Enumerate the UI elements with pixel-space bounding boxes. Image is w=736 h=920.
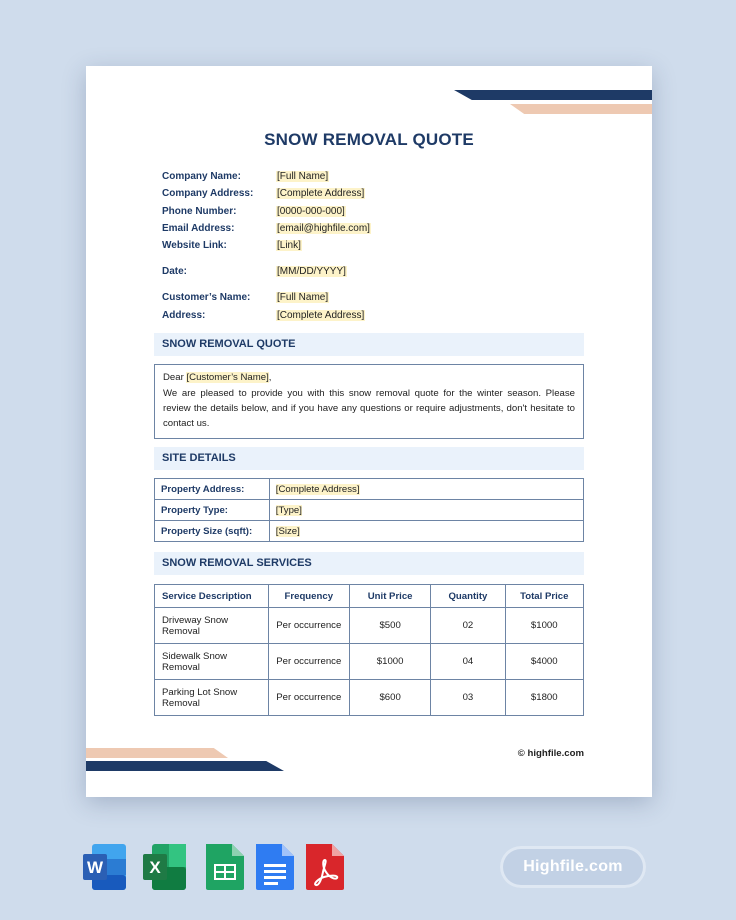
table-cell: 03 bbox=[431, 680, 505, 716]
table-cell: $4000 bbox=[505, 644, 583, 680]
table-row bbox=[155, 500, 584, 521]
greeting-suffix: , bbox=[268, 372, 272, 383]
docs-icon[interactable] bbox=[252, 842, 298, 892]
word-icon-letter: W bbox=[86, 858, 104, 877]
column-header: Frequency bbox=[268, 585, 349, 608]
info-value: [Link] bbox=[277, 240, 301, 251]
table-row bbox=[155, 680, 584, 716]
table-row bbox=[155, 479, 584, 500]
site-value: [Type] bbox=[275, 504, 302, 516]
column-header: Service Description bbox=[155, 585, 269, 608]
table-cell: $1000 bbox=[505, 608, 583, 644]
highfile-badge[interactable]: Highfile.com bbox=[500, 846, 646, 888]
top-navy-stripe bbox=[454, 90, 652, 100]
info-label: Address: bbox=[162, 310, 206, 321]
table-row bbox=[155, 608, 584, 644]
table-cell: Parking Lot Snow Removal bbox=[155, 680, 269, 716]
document-title: SNOW REMOVAL QUOTE bbox=[264, 130, 474, 149]
section-heading-site-details: SITE DETAILS bbox=[154, 447, 584, 470]
table-cell: 04 bbox=[431, 644, 505, 680]
table-cell: Sidewalk Snow Removal bbox=[155, 644, 269, 680]
site-value: [Complete Address] bbox=[275, 483, 360, 495]
table-cell: Per occurrence bbox=[268, 644, 349, 680]
info-label: Company Name: bbox=[162, 171, 241, 182]
site-value-cell bbox=[269, 521, 583, 542]
info-label: Customer’s Name: bbox=[162, 292, 251, 303]
footer-copyright: © highfile.com bbox=[517, 748, 584, 759]
site-label: Property Type: bbox=[155, 500, 270, 521]
greeting-line bbox=[163, 370, 575, 385]
info-label: Company Address: bbox=[162, 188, 254, 199]
table-cell: 02 bbox=[431, 608, 505, 644]
table-cell: Per occurrence bbox=[268, 680, 349, 716]
section-heading-services: SNOW REMOVAL SERVICES bbox=[154, 552, 584, 575]
column-header: Unit Price bbox=[350, 585, 431, 608]
site-label: Property Size (sqft): bbox=[155, 521, 270, 542]
info-label: Date: bbox=[162, 266, 188, 277]
site-value-cell bbox=[269, 500, 583, 521]
info-label: Website Link: bbox=[162, 240, 227, 251]
bottom-peach-stripe bbox=[86, 748, 228, 758]
section-heading-quote: SNOW REMOVAL QUOTE bbox=[154, 333, 584, 356]
info-value: [Full Name] bbox=[277, 171, 329, 182]
table-cell: Per occurrence bbox=[268, 608, 349, 644]
pdf-icon[interactable] bbox=[302, 842, 348, 892]
table-cell: $1000 bbox=[350, 644, 431, 680]
site-details-table bbox=[154, 478, 584, 542]
table-row bbox=[155, 644, 584, 680]
greeting-name: [Customer’s Name] bbox=[186, 372, 269, 383]
info-label: Email Address: bbox=[162, 223, 235, 234]
top-peach-stripe bbox=[510, 104, 652, 114]
table-cell: Driveway Snow Removal bbox=[155, 608, 269, 644]
info-value: [Full Name] bbox=[277, 292, 329, 303]
table-cell: $500 bbox=[350, 608, 431, 644]
info-value: [Complete Address] bbox=[277, 188, 365, 199]
site-value-cell bbox=[269, 479, 583, 500]
quote-letter-box bbox=[154, 364, 584, 439]
site-value: [Size] bbox=[275, 525, 300, 537]
info-value: [MM/DD/YYYY] bbox=[277, 266, 346, 277]
bottom-navy-stripe bbox=[86, 761, 284, 771]
info-value: [email@highfile.com] bbox=[277, 223, 370, 234]
table-row bbox=[155, 521, 584, 542]
word-icon[interactable] bbox=[82, 842, 128, 892]
table-header-row bbox=[155, 585, 584, 608]
site-label: Property Address: bbox=[155, 479, 270, 500]
table-cell: $1800 bbox=[505, 680, 583, 716]
column-header: Total Price bbox=[505, 585, 583, 608]
column-header: Quantity bbox=[431, 585, 505, 608]
services-table bbox=[154, 584, 584, 716]
info-value: [Complete Address] bbox=[277, 310, 365, 321]
excel-icon[interactable] bbox=[142, 842, 188, 892]
document-page bbox=[86, 66, 652, 797]
letter-body: We are pleased to provide you with this snow removal quote for the winter season. Please review the details below, and if you have any questions or require adjustments, don't hesitate to contact us. bbox=[163, 388, 575, 429]
sheets-icon[interactable] bbox=[202, 842, 248, 892]
info-value: [0000-000-000] bbox=[277, 206, 345, 217]
info-label: Phone Number: bbox=[162, 206, 237, 217]
greeting-prefix: Dear bbox=[163, 372, 187, 383]
excel-icon-letter: X bbox=[149, 858, 161, 877]
table-cell: $600 bbox=[350, 680, 431, 716]
